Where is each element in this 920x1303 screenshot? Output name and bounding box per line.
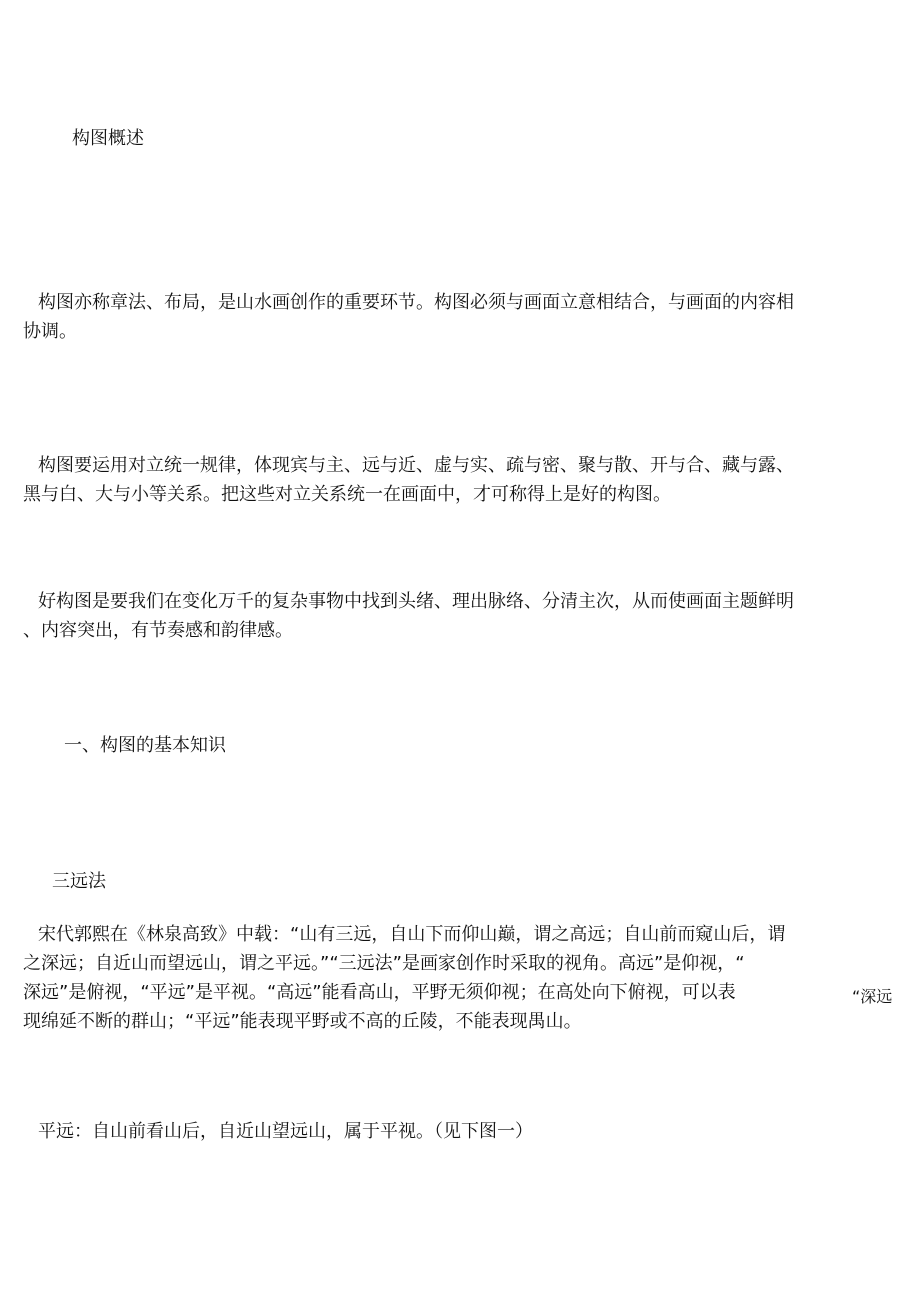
sanyuan-paragraph bbox=[23, 920, 855, 1036]
paragraph-line: 协调。 bbox=[23, 321, 77, 342]
paragraph-line: 现绵延不断的群山；“平远”能表现平野或不高的丘陵，不能表现禺山。 bbox=[23, 1011, 582, 1032]
margin-overflow-text: “深远 bbox=[852, 987, 893, 1006]
intro-paragraph-1 bbox=[23, 288, 855, 346]
paragraph-line: 之深远；自近山而望远山，谓之平远。”“三远法”是画家创作时采取的视角。高远”是仰视，“ bbox=[23, 953, 745, 974]
paragraph-line: 黑与白、大与小等关系。把这些对立关系统一在画面中，才可称得上是好的构图。 bbox=[23, 484, 671, 505]
paragraph-line: 深远”是俯视，“平远”是平视。“高远”能看高山，平野无须仰视；在高处向下俯视，可以表 bbox=[23, 982, 736, 1003]
paragraph-line: 、内容突出，有节奏感和韵律感。 bbox=[23, 620, 293, 641]
section-heading: 一、构图的基本知识 bbox=[64, 735, 226, 756]
intro-paragraph-3 bbox=[23, 587, 855, 645]
paragraph-line: 宋代郭熙在《林泉高致》中载：“山有三远，自山下而仰山巅，谓之高远；自山前而窥山后，谓 bbox=[38, 924, 786, 945]
pingyuan-line: 平远：自山前看山后，自近山望远山，属于平视。（见下图一） bbox=[38, 1121, 533, 1142]
paragraph-line: 构图要运用对立统一规律，体现宾与主、远与近、虚与实、疏与密、聚与散、开与合、藏与露、 bbox=[38, 455, 794, 476]
subsection-heading: 三远法 bbox=[52, 871, 106, 892]
intro-paragraph-2 bbox=[23, 451, 855, 509]
paragraph-line: 好构图是要我们在变化万千的复杂事物中找到头绪、理出脉络、分清主次，从而使画面主题鲜明 bbox=[38, 591, 794, 612]
paragraph-line: 构图亦称章法、布局，是山水画创作的重要环节。构图必须与画面立意相结合，与画面的内容相 bbox=[38, 292, 794, 313]
page-title: 构图概述 bbox=[72, 128, 144, 149]
